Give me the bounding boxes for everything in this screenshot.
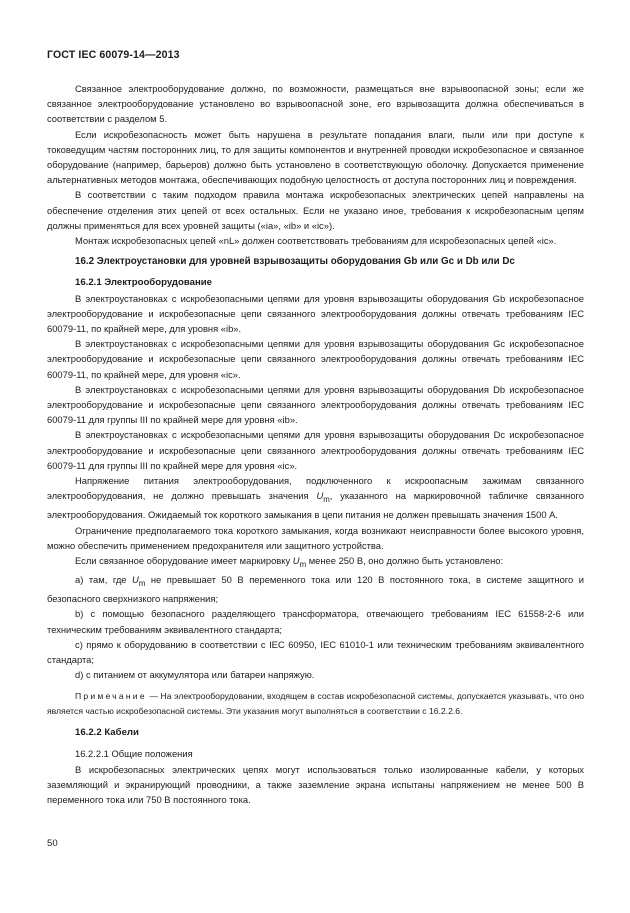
document-header: ГОСТ IEC 60079-14—2013	[47, 49, 180, 61]
paragraph-text: а) там, где	[75, 574, 133, 586]
paragraph: Монтаж искробезопасных цепей «nL» должен соответствовать требованиям для искробезопасных цепей «ic».	[75, 235, 557, 247]
section-heading-16-2: 16.2 Электроустановки для уровней взрывозащиты оборудования Gb или Gc и Db или Dc	[75, 256, 515, 268]
paragraph-text: Напряжение питания электрооборудования, подключенного к искроопасным зажимам связанного электрооборудования, не должно превышать значения	[47, 475, 584, 502]
note-label: Примечание	[75, 691, 147, 702]
paragraph: В электроустановках с искробезопасными цепями для уровня взрывозащиты оборудования Db искробезопасное электрооборудование и искробезопасные цепи связанного электрооборудования должны отвечать требованиям IEC 60079-11 для группы III по крайней мере для уровня «ib».	[47, 383, 584, 426]
list-item-a	[47, 572, 584, 606]
symbol-subscript-m: m	[138, 578, 146, 588]
list-item-c: с) прямо к оборудованию в соответствии с IEC 60950, IEC 61010-1 или техническим требованиям эквивалентного стандарта;	[47, 638, 584, 665]
paragraph: Связанное электрооборудование должно, по возможности, размещаться вне взрывоопасной зоны; если же связанное электрооборудование установлено во взрывоопасной зоне, его взрывозащита должна обеспечиваться в соответствии с разделом 5.	[47, 83, 584, 125]
section-heading-16-2-1: 16.2.1 Электрооборудование	[75, 277, 213, 289]
symbol-subscript-m: m	[323, 495, 330, 505]
paragraph	[47, 553, 584, 572]
paragraph-text: не превышает 50 В переменного тока или 120 В постоянного тока, в системе защитного и безопасного сверхнизкого напряжения;	[47, 574, 584, 605]
symbol-u: U	[316, 490, 324, 502]
symbol-u: U	[292, 554, 300, 566]
paragraph-text: , указанного на маркировочной табличке связанного электрооборудования. Ожидаемый ток короткого замыкания в цепи питания не должен превышать значения 1500 А.	[47, 490, 584, 521]
paragraph: В электроустановках с искробезопасными цепями для уровня взрывозащиты оборудования Gb искробезопасное электрооборудование и искробезопасные цепи связанного электрооборудования должны отвечать требованиям IEC 60079-11, по крайней мере, для уровня «ib».	[47, 292, 584, 335]
section-heading-16-2-2: 16.2.2 Кабели	[75, 727, 139, 739]
note	[47, 689, 584, 718]
symbol-u: U	[132, 574, 139, 586]
paragraph: В искробезопасных электрических цепях могут использоваться только изолированные кабели, у которых заземляющий и экранирующий проводники, а также заземление экрана испытаны напряжением не менее 500 В переменного тока или 750 В постоянного тока.	[47, 763, 584, 805]
paragraph	[47, 473, 584, 522]
paragraph: В соответствии с таким подходом правила монтажа искробезопасных электрических цепей направлены на обеспечение отделения этих цепей от всех остальных. Если не указано иное, требования к искробезопасным цепям должны применяться для всех уровней защиты («ia», «ib» и «ic»).	[47, 189, 584, 231]
paragraph: В электроустановках с искробезопасными цепями для уровня взрывозащиты оборудования Dc искробезопасное электрооборудование и искробезопасные цепи связанного электрооборудования должны отвечать требованиям IEC 60079-11 для группы III по крайней мере для уровня «ic».	[47, 429, 584, 471]
paragraph: Если искробезопасность может быть нарушена в результате попадания влаги, пыли или при доступе к токоведущим частям посторонних лиц, то для защиты компонентов и внутренней проводки искробезопасное и связанное оборудование (например, барьеров) должно быть установлено в соответствующую оболочку. Допускается применение альтернативных методов монтажа, обеспечивающих подобную целостность от доступа посторонних лиц и повреждения.	[47, 128, 584, 186]
list-item-b: b) с помощью безопасного разделяющего трансформатора, отвечающего требованиям IEC 61558-2-6 или техническим требованиям эквивалентного стандарта;	[47, 608, 584, 635]
paragraph: Ограничение предполагаемого тока короткого замыкания, когда возникают неисправности более высокого уровня, можно обеспечить применением предохранителя или защитного устройства.	[47, 524, 584, 551]
paragraph: В электроустановках с искробезопасными цепями для уровня взрывозащиты оборудования Gc искробезопасное электрооборудование и искробезопасные цепи связанного электрооборудования должны отвечать требованиям IEC 60079-11, по крайней мере, для уровня «ic».	[47, 338, 584, 380]
page-number: 50	[47, 838, 58, 849]
symbol-subscript-m: m	[299, 559, 307, 569]
note-text: — На электрооборудовании, входящем в состав искробезопасной системы, допускается указывать, что оно является частью искробезопасной системы. Эти указания могут выполняться в соответствии с 16.2.2.6.	[47, 691, 584, 716]
list-item-d: d) с питанием от аккумулятора или батареи напряжую.	[75, 669, 315, 681]
section-heading-16-2-2-1: 16.2.2.1 Общие положения	[75, 748, 193, 760]
document-body	[47, 81, 584, 807]
paragraph-text: Если связанное оборудование имеет маркировку	[75, 554, 293, 566]
paragraph-text: менее 250 В, оно должно быть установлено:	[306, 554, 504, 566]
